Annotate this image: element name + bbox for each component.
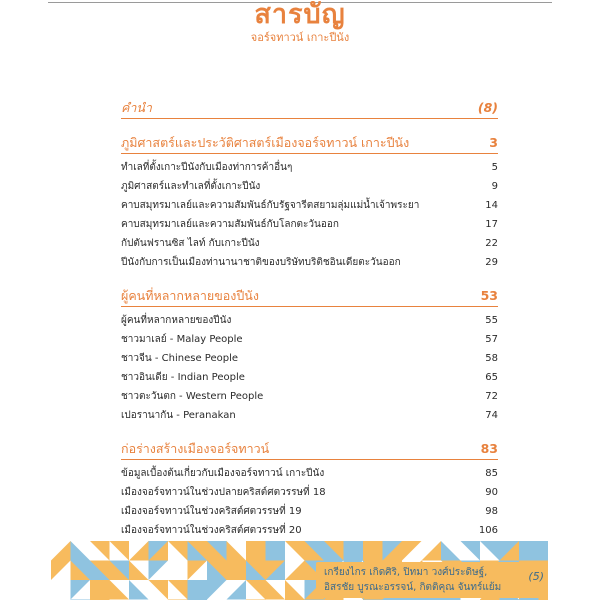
toc-item-row[interactable] <box>121 483 498 502</box>
toc-item-title: เมืองจอร์จทาวน์ในช่วงปลายคริสต์ศตวรรษที่ 18 <box>121 487 326 498</box>
page-title: สารบัญ <box>254 0 346 30</box>
toc-section-title: ภูมิศาสตร์และประวัติศาสตร์เมืองจอร์จทาวน์ เกาะปีนัง <box>121 135 410 150</box>
toc-item-title: ชาวอินเดีย - Indian People <box>121 372 245 383</box>
toc-item-page: 98 <box>485 506 498 517</box>
toc-item-title: ทำเลที่ตั้งเกาะปีนังกับเมืองท่าการค้าอื่นๆ <box>121 162 293 173</box>
toc-item-page: 9 <box>491 181 498 192</box>
toc-item-page: 65 <box>485 372 498 383</box>
toc-item-title: ปีนังกับการเป็นเมืองท่านานาชาติของบริษัทบริติชอินเดียตะวันออก <box>121 257 401 268</box>
toc-item-title: ข้อมูลเบื้องต้นเกี่ยวกับเมืองจอร์จทาวน์ เกาะปีนัง <box>121 468 325 479</box>
toc-intro-page: (8) <box>477 100 498 115</box>
toc-item-page: 85 <box>485 468 498 479</box>
author-credit-line-1: เกรียงไกร เกิดศิริ, ปิทมา วงศ์ประดิษฐ์, <box>324 567 488 578</box>
page-number: (5) <box>528 570 544 583</box>
toc-item-row[interactable] <box>121 311 498 330</box>
toc-item-page: 29 <box>485 257 498 268</box>
toc-item-row[interactable] <box>121 502 498 521</box>
toc-item-title: คาบสมุทรมาเลย์และความสัมพันธ์กับรัฐจารีตสยามลุ่มแม่น้ำเจ้าพระยา <box>121 200 420 211</box>
toc-section-title: ก่อร่างสร้างเมืองจอร์จทาวน์ <box>121 441 270 456</box>
author-credit-line-2: อิสรชัย บูรณะอรรจน์, กิตติคุณ จันทร์แย้ม <box>324 582 502 593</box>
toc-item-title: ชาวมาเลย์ - Malay People <box>121 334 243 345</box>
toc-item-page: 90 <box>485 487 498 498</box>
toc-item-page: 22 <box>485 238 498 249</box>
toc-item-title: คาบสมุทรมาเลย์และความสัมพันธ์กับโลกตะวันออก <box>121 219 339 230</box>
toc-item-page: 74 <box>485 410 498 421</box>
toc-item-row[interactable] <box>121 253 498 272</box>
toc-item-page: 55 <box>485 315 498 326</box>
toc-item-row[interactable] <box>121 158 498 177</box>
author-credit-box <box>316 562 548 598</box>
toc-intro-title: คำนำ <box>121 100 152 115</box>
toc-item-page: 106 <box>478 525 498 536</box>
toc-item-page: 57 <box>485 334 498 345</box>
toc-section-title: ผู้คนที่หลากหลายของปีนัง <box>121 288 259 303</box>
toc-intro-row[interactable] <box>121 98 498 119</box>
toc-item-title: เมืองจอร์จทาวน์ในช่วงคริสต์ศตวรรษที่ 19 <box>121 506 302 517</box>
toc-item-row[interactable] <box>121 521 498 540</box>
toc-item-title: เปอรานากัน - Peranakan <box>121 410 236 421</box>
toc-item-page: 58 <box>485 353 498 364</box>
toc-item-page: 5 <box>491 162 498 173</box>
toc-item-row[interactable] <box>121 406 498 425</box>
toc-section-page: 3 <box>489 135 498 150</box>
toc-item-title: กัปตันฟรานซิส ไลท์ กับเกาะปีนัง <box>121 238 260 249</box>
table-of-contents <box>121 98 498 540</box>
toc-section-row[interactable] <box>121 286 498 307</box>
page-subtitle: จอร์จทาวน์ เกาะปีนัง <box>250 31 350 44</box>
toc-item-row[interactable] <box>121 177 498 196</box>
toc-item-row[interactable] <box>121 330 498 349</box>
toc-item-title: เมืองจอร์จทาวน์ในช่วงคริสต์ศตวรรษที่ 20 <box>121 525 302 536</box>
toc-item-row[interactable] <box>121 349 498 368</box>
toc-section-row[interactable] <box>121 439 498 460</box>
toc-item-row[interactable] <box>121 234 498 253</box>
toc-item-title: ผู้คนที่หลากหลายของปีนัง <box>121 315 232 326</box>
toc-item-row[interactable] <box>121 464 498 483</box>
toc-item-row[interactable] <box>121 215 498 234</box>
toc-item-row[interactable] <box>121 368 498 387</box>
toc-section-page: 53 <box>480 288 498 303</box>
toc-item-page: 17 <box>485 219 498 230</box>
toc-item-page: 14 <box>485 200 498 211</box>
toc-item-page: 72 <box>485 391 498 402</box>
toc-item-title: ชาวจีน - Chinese People <box>121 353 239 364</box>
toc-section-row[interactable] <box>121 133 498 154</box>
toc-item-title: ภูมิศาสตร์และทำเลที่ตั้งเกาะปีนัง <box>121 181 261 192</box>
toc-item-row[interactable] <box>121 387 498 406</box>
toc-item-title: ชาวตะวันตก - Western People <box>121 391 264 402</box>
toc-section-page: 83 <box>480 441 498 456</box>
toc-item-row[interactable] <box>121 196 498 215</box>
